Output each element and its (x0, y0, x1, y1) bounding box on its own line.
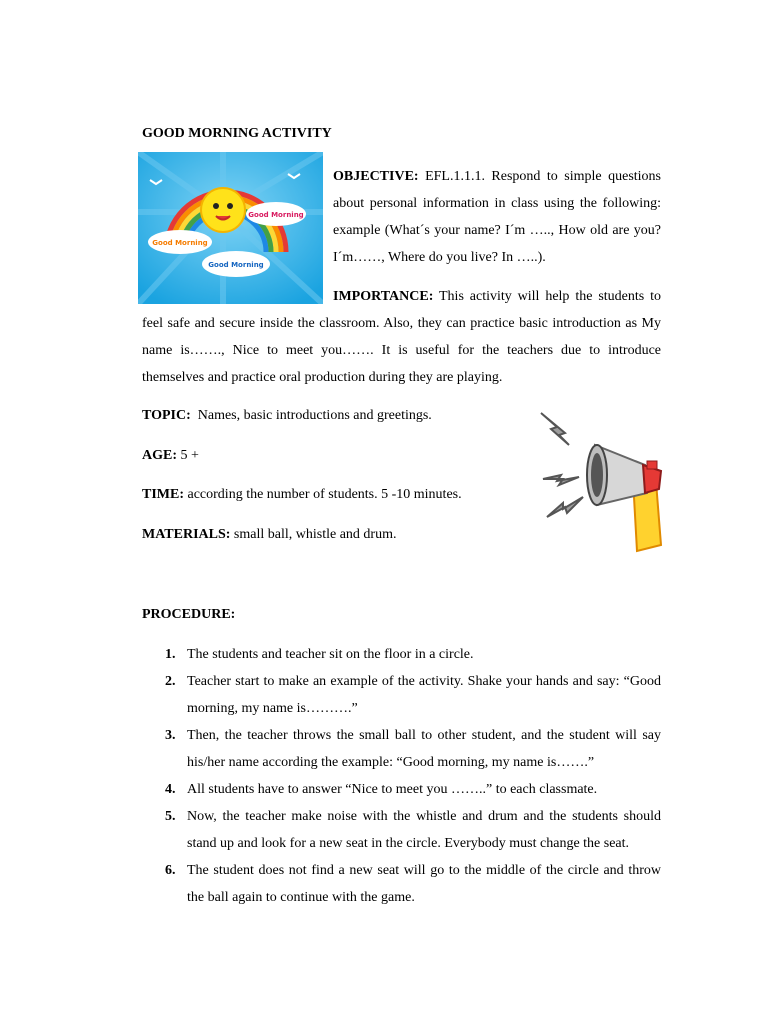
importance-text: This activity will help the students to feel safe and secure inside the classroom. Also, they can practice basic introduction as My name is……., Nice to meet you……. It is useful for the teachers due to introduce themselves and practice oral production during they are playing. (142, 289, 661, 385)
procedure-heading: PROCEDURE: (142, 607, 236, 622)
topic-line (142, 406, 432, 426)
step-text: All students have to answer “Nice to meet you ……..” to each classmate. (187, 782, 598, 797)
bubble-text-1: Good Morning (248, 211, 304, 219)
step-number: 2. (165, 674, 176, 689)
age-line (142, 446, 199, 466)
materials-text: small ball, whistle and drum. (230, 527, 397, 542)
procedure-step (160, 641, 661, 668)
objective-text: EFL.1.1.1. Respond to simple questions about personal information in class using the following: example (What´s your name? I´m ….., How old are you? I´m……, Where do you live? In …..). (333, 169, 661, 265)
page-title: GOOD MORNING ACTIVITY (142, 126, 332, 141)
age-text: 5 + (177, 448, 199, 463)
step-number: 3. (165, 728, 176, 743)
importance-label: IMPORTANCE: (333, 289, 434, 304)
time-line (142, 485, 462, 505)
importance-paragraph (142, 283, 661, 391)
age-label: AGE: (142, 448, 177, 463)
step-text: The student does not find a new seat will go to the middle of the circle and throw the ball again to continue with the game. (187, 863, 661, 905)
procedure-list (160, 641, 661, 911)
step-number: 6. (165, 863, 176, 878)
procedure-step (160, 668, 661, 722)
materials-line (142, 525, 396, 545)
objective-label: OBJECTIVE: (333, 169, 419, 184)
good-morning-illustration (138, 152, 323, 304)
step-number: 4. (165, 782, 176, 797)
materials-label: MATERIALS: (142, 527, 231, 542)
bubble-text-3: Good Morning (208, 261, 264, 269)
step-number: 1. (165, 647, 176, 662)
step-number: 5. (165, 809, 176, 824)
step-text: Now, the teacher make noise with the whistle and drum and the students should stand up and look for a new seat in the circle. Everybody must change the seat. (187, 809, 661, 851)
time-label: TIME: (142, 487, 184, 502)
objective-paragraph (333, 163, 661, 271)
step-text: Teacher start to make an example of the activity. Shake your hands and say: “Good morning, my name is……….” (187, 674, 661, 716)
procedure-step (160, 776, 661, 803)
procedure-step (160, 803, 661, 857)
step-text: The students and teacher sit on the floor in a circle. (187, 647, 474, 662)
topic-label: TOPIC: (142, 408, 191, 423)
procedure-step (160, 857, 661, 911)
megaphone-illustration (535, 405, 675, 557)
step-text: Then, the teacher throws the small ball to other student, and the student will say his/her name according the example: “Good morning, my name is…….” (187, 728, 661, 770)
procedure-step (160, 722, 661, 776)
topic-text: Names, basic introductions and greetings. (190, 408, 432, 423)
time-text: according the number of students. 5 -10 minutes. (184, 487, 462, 502)
bubble-text-2: Good Morning (152, 239, 208, 247)
